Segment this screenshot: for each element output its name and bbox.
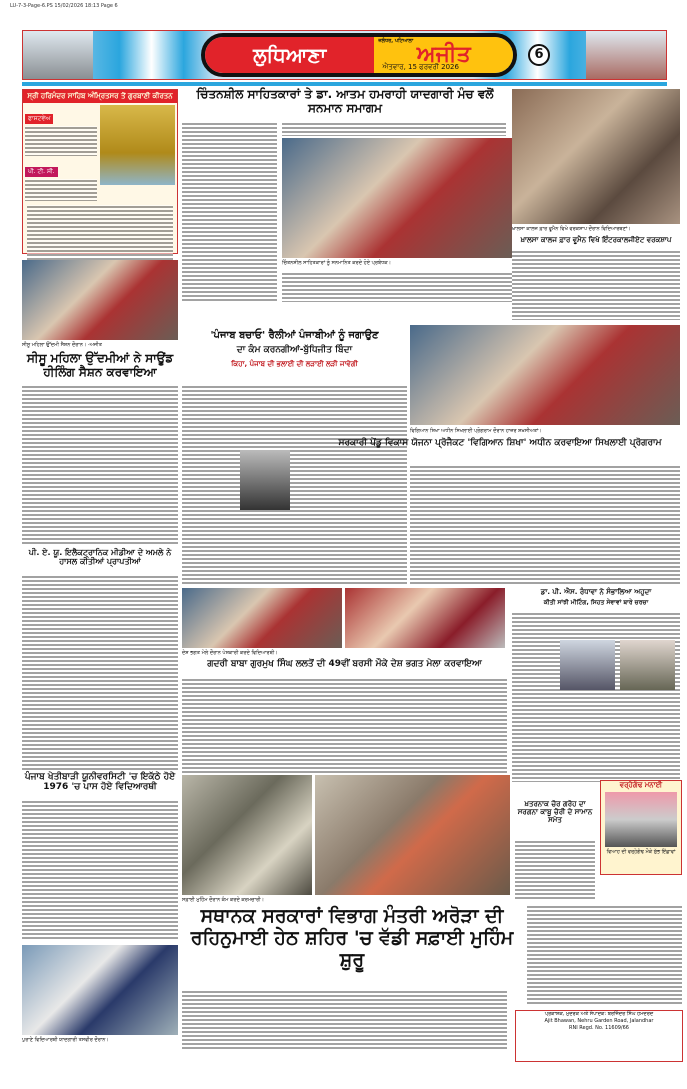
imprint-address: Ajit Bhawan, Nehru Garden Road, Jalandhar [544,1018,654,1024]
text-block [282,272,512,302]
headline-vigyan: ਸਰਕਾਰੀ ਪੇਂਡੂ ਵਿਕਾਸ ਯੋਜਨਾ ਪ੍ਰੋਜੈਕਟ 'ਵਿਗਿਆਨ ਸ਼ਿਖਾ' ਅਧੀਨ ਕਰਵਾਇਆ ਸਿਖਲਾਈ ਪ੍ਰੋਗਰਾਮ [338,438,662,448]
masthead-left-photo [23,31,93,79]
text-block [22,800,178,940]
text-block [182,990,507,1050]
caption: ਚਿੰਤਨਸ਼ੀਲ ਸਾਹਿਤਕਾਰਾਂ ਨੂੰ ਸਨਮਾਨਿਤ ਕਰਦੇ ਹੋਏ ਪ੍ਰਬੰਧਕ। [282,260,392,266]
issue-date: ਐਤਵਾਰ, 15 ਫਰਵਰੀ 2026 [382,63,459,71]
text-block [282,122,506,136]
ad-title: ਵਰ੍ਹੇਗੰਢ ਮਨਾਈ [619,781,663,789]
caption-safai: ਸਫ਼ਾਈ ਮੁਹਿੰਮ ਦੌਰਾਨ ਕੰਮ ਕਰਦੇ ਕਰਮਚਾਰੀ। [182,897,264,903]
text-block [410,465,680,585]
photo-saundh [22,260,178,340]
imprint-rni: RNI Regd. No. 11609/66 [569,1025,629,1031]
anniversary-ad [600,780,682,875]
masthead [22,30,667,80]
text-block [27,205,173,265]
headline-safai: ਸਥਾਨਕ ਸਰਕਾਰਾਂ ਵਿਭਾਗ ਮੰਤਰੀ ਅਰੋੜਾ ਦੀ ਰਹਿਨੁਮਾਈ ਹੇਠ ਸ਼ਹਿਰ 'ਚ ਵੱਡੀ ਸਫ਼ਾਈ ਮੁਹਿੰਮ ਸ਼ੁਰੂ [182,906,522,972]
text-block [25,126,97,156]
photo-officer [620,640,675,690]
subhead-randhawa: ਕੀਤੀ ਸਾਂਝੀ ਮੀਟਿੰਗ, ਸਿਹਤ ਸੇਵਾਵਾਂ ਬਾਰੇ ਚਰਚਾ [543,599,649,606]
text-block [512,612,680,782]
photo-safai-2 [315,775,510,895]
caption: ਪੁਰਾਣੇ ਵਿਦਿਆਰਥੀ ਯਾਦਗਾਰੀ ਤਸਵੀਰ ਦੌਰਾਨ। [22,1037,109,1043]
photo-vigyan [410,325,680,425]
headline-randhawa: ਡਾ. ਪੀ. ਐਸ. ਰੰਧਾਵਾ ਨੇ ਸੰਭਾਲਿਆ ਅਹੁਦਾ [540,588,652,596]
text-block [512,250,680,320]
photo-sanmaan [282,138,512,258]
headline-gadri: ਗਦਰੀ ਬਾਬਾ ਗੁਰਮੁਖ ਸਿੰਘ ਲਲਤੋਂ ਦੀ 49ਵੀਂ ਬਰਸੀ ਮੌਕੇ ਦੇਸ਼ ਭਗਤ ਮੇਲਾ ਕਰਵਾਇਆ [207,659,482,669]
imprint-publisher: ਪ੍ਰਕਾਸ਼ਕ, ਮੁਦਰਕ ਅਤੇ ਸੰਪਾਦਕ: ਬਰਜਿੰਦਰ ਸਿੰਘ ਹਮਦਰਦ [544,1011,654,1017]
text-block [515,840,595,900]
tag-fastway: ਫਾਸਟਵੇਅ [25,114,53,124]
caption: ਦੇਸ਼ ਭਗਤ ਮੇਲੇ ਦੌਰਾਨ ਪੇਸ਼ਕਾਰੀ ਕਰਦੇ ਵਿਦਿਆਰਥੀ। [182,650,278,656]
text-block [182,678,507,773]
page-number: 6 [528,44,550,66]
photo-randhawa [560,640,615,690]
text-block [22,575,178,770]
headline-chor: ਖ਼ਤਰਨਾਕ ਚੋਰ ਗਰੋਹ ਦਾ ਸਰਗਨਾ ਕਾਬੂ ਚੋਰੀ ਦੇ ਸਾਮਾਨ ਸਮੇਤ [517,800,593,825]
portrait-photo [240,450,290,510]
text-block [22,385,178,545]
imprint-box [515,1010,683,1062]
headline-punjab-bachao: 'ਪੰਜਾਬ ਬਚਾਓ' ਰੈਲੀਆਂ ਪੰਜਾਬੀਆਂ ਨੂੰ ਜਗਾਉਣ [210,330,379,341]
caption: ਸੀਸੂ ਮਹਿਲਾ ਉੱਦਮੀ ਸੈਸ਼ਨ ਦੌਰਾਨ। -ਅਜੀਤ [22,342,102,348]
hukamnama-title: ਸ੍ਰੀ ਹਰਿਮੰਦਰ ਸਾਹਿਬ ਅੰਮ੍ਰਿਤਸਰ ਤੋਂ ਗੁਰਬਾਣੀ ਕੀਰਤਨ [23,90,177,103]
tag-ptc: ਪੀ. ਟੀ. ਸੀ. [25,167,58,177]
text-block [182,122,277,302]
edition: ਜਲੰਧਰ, ਪਟਿਆਲਾ [378,38,414,44]
headline-saundh: ਸੀਸੂ ਮਹਿਲਾ ਉੱਦਮੀਆਂ ਨੇ ਸਾਊਂਡ ਹੀਲਿੰਗ ਸੈਸ਼ਨ ਕਰਵਾਇਆ [26,351,174,379]
paper-name: ਅਜੀਤ [416,42,471,67]
photo-safai-1 [182,775,312,895]
hukamnama-box [22,89,178,254]
clock-tower-photo [586,31,666,79]
headline-sanmaan: ਚਿੰਤਨਸ਼ੀਲ ਸਾਹਿਤਕਾਰਾਂ ਤੇ ਡਾ. ਆਤਮ ਹਮਰਾਹੀ ਯਾਦਗਾਰੀ ਮੰਚ ਵਲੋਂ ਸਨਮਾਨ ਸਮਾਗਮ [180,88,510,116]
couple-photo [605,792,677,847]
print-slug: LU-7-3-Page-6.PS 15/02/2026 18:13 Page 6 [10,3,118,9]
photo-gadri-1 [182,588,342,648]
city-name: ਲੁਧਿਆਣਾ [205,37,374,73]
masthead-logo [201,33,517,77]
headline-khalsa: ਖ਼ਾਲਸਾ ਕਾਲਜ ਫ਼ਾਰ ਵੂਮੈਨ ਵਿਖੇ ਇੰਟਰਕਾਲਜੀਏਟ ਵਰਕਸ਼ਾਪ [520,236,672,244]
headline-pau-media: ਪੀ. ਏ. ਯੂ. ਇਲੈਕਟ੍ਰਾਨਿਕ ਮੀਡੀਆ ਦੇ ਅਮਲੇ ਨੇ ਹਾਸਲ ਕੀਤੀਆਂ ਪ੍ਰਾਪਤੀਆਂ [28,548,172,567]
photo-gadri-2 [345,588,505,648]
masthead-rule [22,82,667,86]
text-block [25,179,97,201]
ad-caption: ਵਿਆਹ ਦੀ ਵਰ੍ਹੇਗੰਢ ਮੌਕੇ ਸ਼ੁੱਭ ਇੱਛਾਵਾਂ [606,849,676,855]
caption: ਖ਼ਾਲਸਾ ਕਾਲਜ ਫ਼ਾਰ ਵੂਮੈਨ ਵਿਖੇ ਵਰਕਸ਼ਾਪ ਦੌਰਾਨ ਵਿਦਿਆਰਥਣਾਂ। [512,226,631,232]
headline-pau-1976: ਪੰਜਾਬ ਖੇਤੀਬਾੜੀ ਯੂਨੀਵਰਸਿਟੀ 'ਚ ਇਕੱਠੇ ਹੋਏ 1976 'ਚ ਪਾਸ ਹੋਏ ਵਿਦਿਆਰਥੀ [24,772,176,793]
caption: ਵਿਗਿਆਨ ਸ਼ਿਖਾ ਅਧੀਨ ਸਿਖਲਾਈ ਪ੍ਰੋਗਰਾਮ ਦੌਰਾਨ ਹਾਜ਼ਰ ਸ਼ਖ਼ਸੀਅਤਾਂ। [410,428,542,434]
subhead-punjab-bachao: ਦਾ ਕੰਮ ਕਰਨਗੀਆਂ-ਬੁੱਧਿਜੀਤ ਬਿੰਦਾ [236,345,353,355]
kicker-punjab-bachao: ਕਿਹਾ, ਪੰਜਾਬ ਦੀ ਭਲਾਈ ਦੀ ਲੜਾਈ ਲੜੀ ਜਾਵੇਗੀ [231,360,358,368]
text-block [182,385,407,585]
golden-temple-photo [100,105,175,185]
photo-khalsa [512,89,680,224]
photo-pau-1976 [22,945,178,1035]
text-block [527,905,682,1005]
